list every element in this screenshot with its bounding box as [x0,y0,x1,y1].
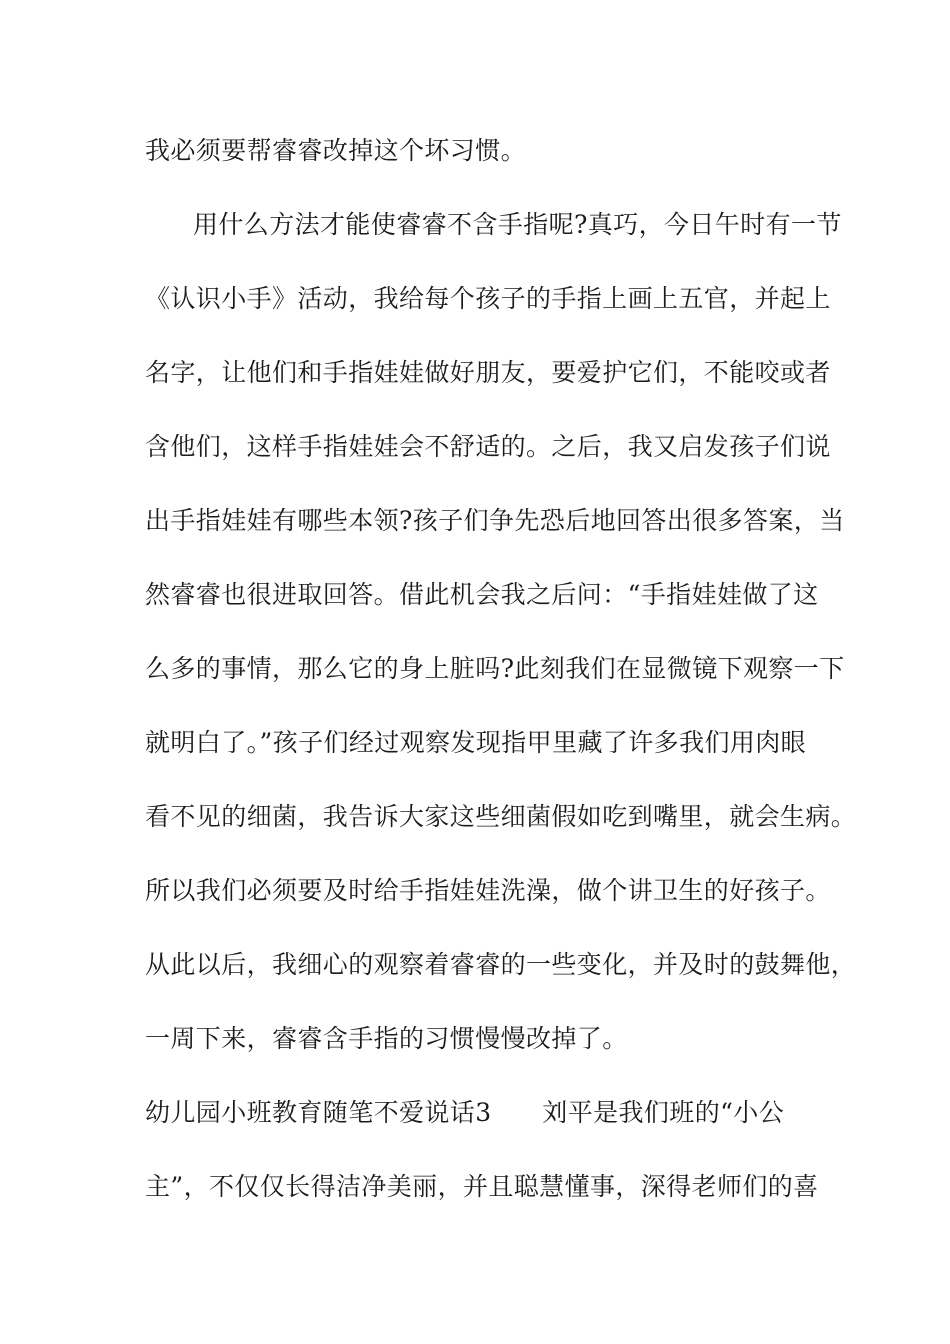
text-line: 用什么方法才能使睿睿不含手指呢?真巧，今日午时有一节 [193,210,842,239]
text-line: 就明白了。”孩子们经过观察发现指甲里藏了许多我们用肉眼 [145,728,807,757]
text-line: 看不见的细菌，我告诉大家这些细菌假如吃到嘴里，就会生病。 [145,802,857,831]
text-line: 一周下来，睿睿含手指的习惯慢慢改掉了。 [145,1024,628,1053]
text-line: 含他们，这样手指娃娃会不舒适的。之后，我又启发孩子们说 [145,432,831,461]
section-heading-line: 幼儿园小班教育随笔不爱说话3 刘平是我们班的“小公 [145,1098,785,1127]
text-line: 所以我们必须要及时给手指娃娃洗澡，做个讲卫生的好孩子。 [145,876,831,905]
text-line: 从此以后，我细心的观察着睿睿的一些变化，并及时的鼓舞他， [145,950,857,979]
text-line: 么多的事情，那么它的身上脏吗?此刻我们在显微镜下观察一下 [145,654,845,683]
text-line: 出手指娃娃有哪些本领?孩子们争先恐后地回答出很多答案，当 [145,506,845,535]
text-line: 名字，让他们和手指娃娃做好朋友，要爱护它们，不能咬或者 [145,358,831,387]
text-line: 我必须要帮睿睿改掉这个坏习惯。 [145,136,527,165]
text-line: 然睿睿也很进取回答。借此机会我之后问：“手指娃娃做了这 [145,580,819,609]
text-line: 《认识小手》活动，我给每个孩子的手指上画上五官，并起上 [145,284,831,313]
text-line: 主”，不仅仅长得洁净美丽，并且聪慧懂事，深得老师们的喜 [145,1172,819,1201]
